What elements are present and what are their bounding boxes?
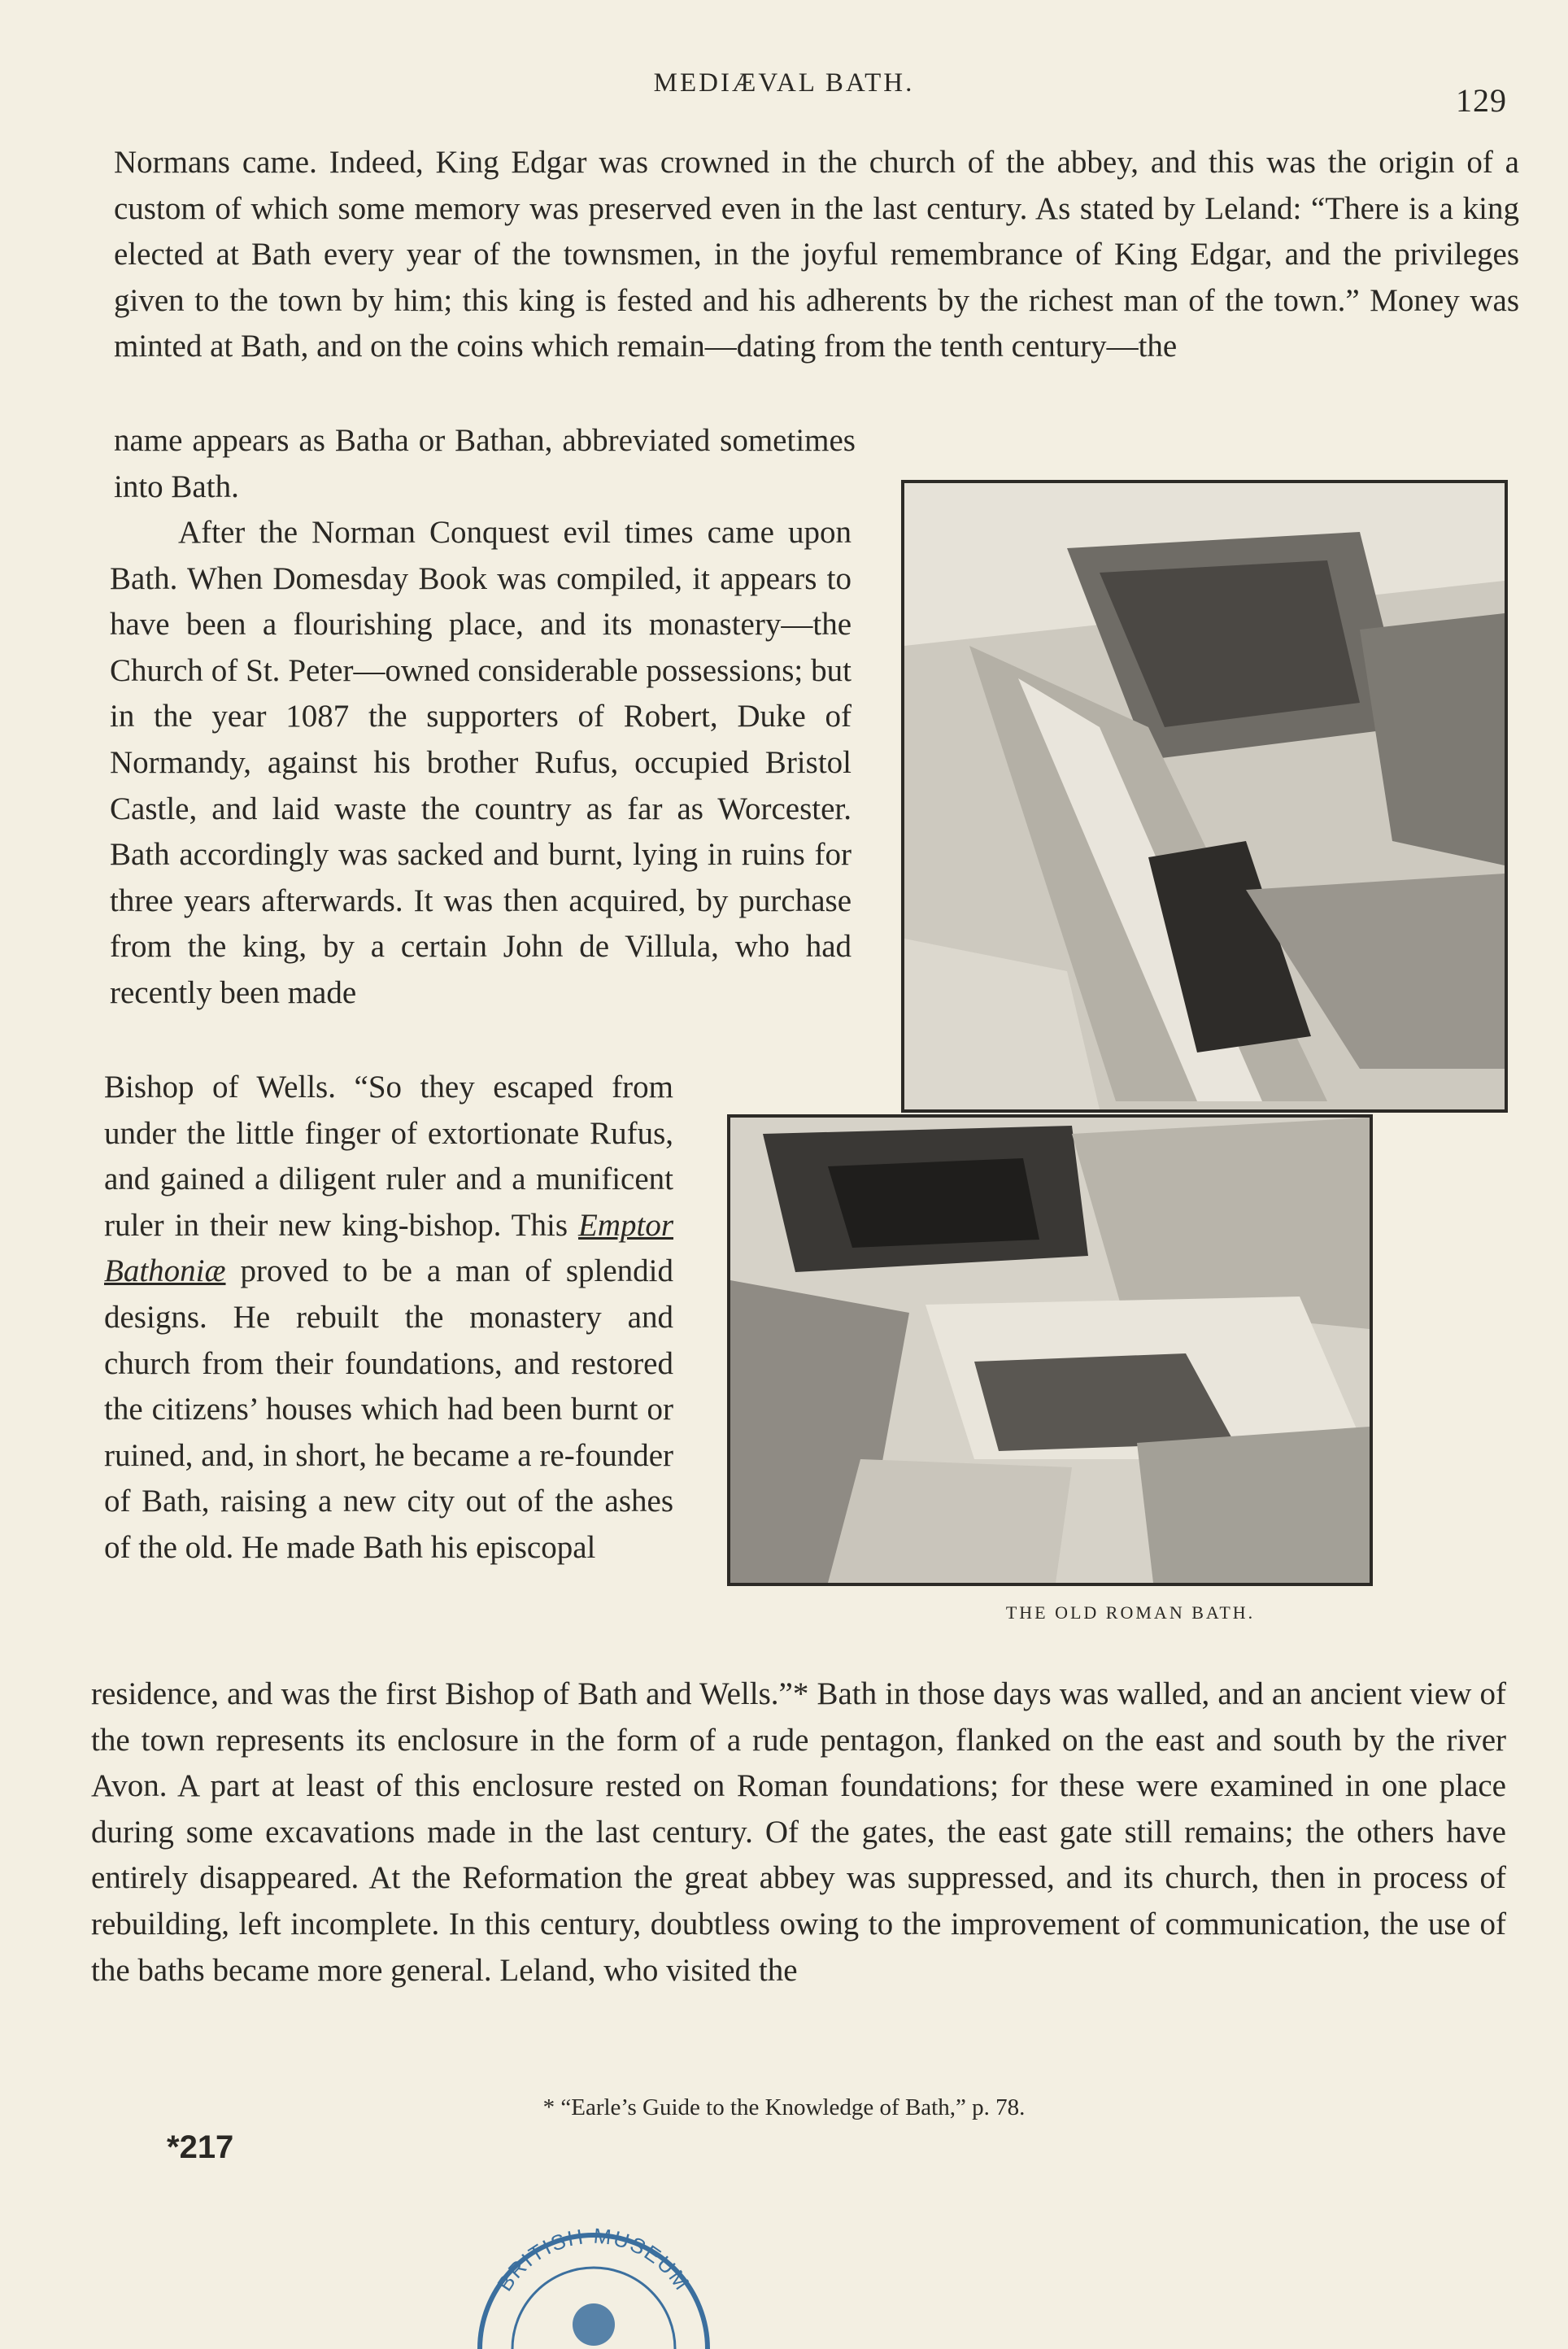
upper-engraving-drawing — [904, 483, 1505, 1109]
paragraph-2-lower-before: Bishop of Wells. “So they escaped from under the little finger of extortionate Rufus, and gained a diligent ruler and a munificent ruler in their new king-bishop. This — [104, 1070, 673, 1243]
paragraph-2-upper: After the Norman Conquest evil times came upon Bath. When Domesday Book was compiled, it appears to have been a flourishing place, and its monastery—the Church of St. Peter—owned considerable possessions; but in the year 1087 the supporters of Robert, Duke of Normandy, against his brother Rufus, occupied Bristol Castle, and laid waste the country as far as Worcester. Bath accordingly was sacked and burnt, lying in ruins for three years afterwards. It was then acquired, by purchase from the king, by a certain John de Villula, who had recently been made — [110, 515, 852, 1010]
printer-signature-mark: *217 — [167, 2129, 234, 2165]
figure-upper-engraving — [901, 480, 1508, 1113]
paragraph-2-bottom: residence, and was the first Bishop of Bath and Wells.”* Bath in those days was walled, and an ancient view of the town represents its enclosure in the form of a rude pentagon, flanked on the east and south by the river Avon. A part at least of this enclosure rested on Roman foundations; for these were examined in one place during some excavations made in the last century. Of the gates, the east gate still remains; the others have entirely disappeared. At the Reformation the great abbey was suppressed, and its church, then in process of rebuilding, left incomplete. In this century, doubtless owing to the improvement of communication, the use of the baths became more general. Leland, who visited the — [91, 1676, 1506, 1988]
lower-engraving-drawing — [730, 1118, 1370, 1583]
museum-stamp — [464, 2219, 724, 2349]
figure-lower-engraving — [727, 1114, 1373, 1586]
stamp-text: BRITISH MUSEUM — [492, 2223, 695, 2296]
paragraph-1-full-width: Normans came. Indeed, King Edgar was crowned in the church of the abbey, and this was the origin of a custom of which some memory was preserved even in the last century. As stated by Leland: “There is a king elected at Bath every year of the townsmen, in the joyful remembrance of King Edgar, and the privileges given to the town by him; this king is fested and his adherents by the richest man of the town.” Money was minted at Bath, and on the coins which remain—dating from the tenth century—the — [114, 145, 1519, 364]
footnote: * “Earle’s Guide to the Knowledge of Bath,” p. 78. — [542, 2094, 1026, 2120]
figure-caption: THE OLD ROMAN BATH. — [1005, 1602, 1256, 1623]
page-number: 129 — [1456, 82, 1507, 119]
paragraph-1-narrow: name appears as Batha or Bathan, abbreviated sometimes into Bath. — [114, 423, 856, 504]
paragraph-2-lower — [104, 1065, 673, 1571]
running-head: MEDIÆVAL BATH. — [653, 68, 915, 98]
emphasis-emptor-bathoniae: Emptor Bathoniæ — [104, 1207, 673, 1289]
paragraph-2-lower-after: proved to be a man of splendid designs. He rebuilt the monastery and church from their foundations, and restored the citizens’ houses which had been burnt or ruined, and, in short, he became a re-founder of Bath, raising a new city out of the ashes of the old. He made Bath his episcopal — [104, 1253, 674, 1565]
